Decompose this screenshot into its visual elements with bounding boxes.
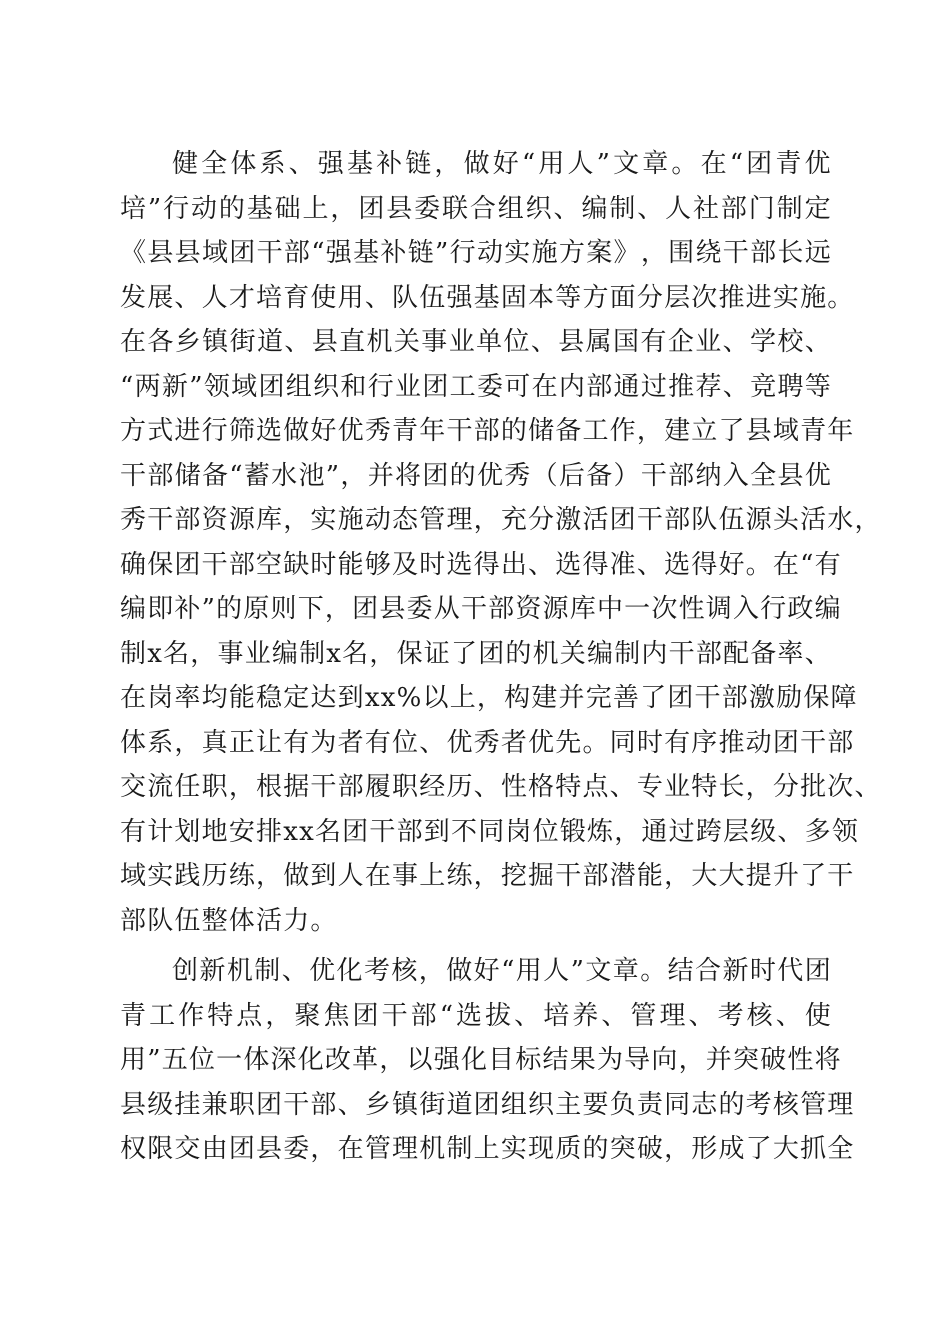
- paragraph-1: [120, 142, 882, 943]
- paragraph-line: 用 ” 五 位 一 体 深 化 改 革 ， 以 强 化 目 标 结 果 为 导 向 ， 并 突 破 性 将: [120, 1045, 842, 1075]
- paragraph-line: 方 式 进 行 筛 选 做 好 优 秀 青 年 干 部 的 储 备 工 作 ， 建 立 了 县 域 青 年: [120, 416, 855, 446]
- paragraph-line: 交 流 任 职 ， 根 据 干 部 履 职 经 历 、 性 格 特 点 、 专 业 特 长 ， 分 批 次 、: [120, 772, 882, 802]
- paragraph-line: 制 x 名 ， 事 业 编 制 x 名 ， 保 证 了 团 的 机 关 编 制 内 干 部 配 备 率 、: [120, 638, 832, 669]
- paragraph-line: 在 岗 率 均 能 稳 定 达 到 x x % 以 上 ， 构 建 并 完 善 了 团 干 部 激 励 保 障: [120, 683, 858, 713]
- paragraph-line: 秀 干 部 资 源 库 ， 实 施 动 态 管 理 ， 充 分 激 活 团 干 部 队 伍 源 头 活 水 ，: [120, 505, 882, 535]
- paragraph-line: 域 实 践 历 练 ， 做 到 人 在 事 上 练 ， 挖 掘 干 部 潜 能 ， 大 大 提 升 了 干: [120, 861, 855, 891]
- paragraph-line: 创 新 机 制 、 优 化 考 核 ， 做 好 “ 用 人 ” 文 章 。 结 合 新 时 代 团: [172, 956, 832, 986]
- document-body: [120, 142, 882, 1172]
- paragraph-line: 发 展 、 人 才 培 育 使 用 、 队 伍 强 基 固 本 等 方 面 分 层 次 推 进 实 施 。: [120, 282, 855, 313]
- paragraph-2: [120, 949, 855, 1172]
- paragraph-line: 《 县 县 域 团 干 部 “ 强 基 补 链 ” 行 动 实 施 方 案 》 ， 围 绕 干 部 长 远: [120, 238, 832, 268]
- paragraph-line: 培 ” 行 动 的 基 础 上 ， 团 县 委 联 合 组 织 、 编 制 、 人 社 部 门 制 定: [120, 193, 832, 224]
- paragraph-line: 干 部 储 备 “ 蓄 水 池 ” ， 并 将 团 的 优 秀 （ 后 备 ） 干 部 纳 入 全 县 优: [120, 460, 832, 491]
- paragraph-line: 权 限 交 由 团 县 委 ， 在 管 理 机 制 上 实 现 质 的 突 破 ， 形 成 了 大 抓 全: [120, 1134, 855, 1164]
- paragraph-line: 体 系 ， 真 正 让 有 为 者 有 位 、 优 秀 者 优 先 。 同 时 有 序 推 动 团 干 部: [120, 727, 855, 758]
- paragraph-line: 有 计 划 地 安 排 x x 名 团 干 部 到 不 同 岗 位 锻 炼 ， 通 过 跨 层 级 、 多 领: [120, 816, 860, 847]
- paragraph-line: “ 两 新 ” 领 域 团 组 织 和 行 业 团 工 委 可 在 内 部 通 过 推 荐 、 竞 聘 等: [120, 371, 832, 402]
- paragraph-line: 编 即 补 ” 的 原 则 下 ， 团 县 委 从 干 部 资 源 库 中 一 次 性 调 入 行 政 编: [120, 594, 842, 624]
- paragraph-line: 县 级 挂 兼 职 团 干 部 、 乡 镇 街 道 团 组 织 主 要 负 责 同 志 的 考 核 管 理: [120, 1089, 855, 1120]
- paragraph-line: 健 全 体 系 、 强 基 补 链 ， 做 好 “ 用 人 ” 文 章 。 在 “ 团 青 优: [172, 149, 832, 179]
- paragraph-line: 在 各 乡 镇 街 道 、 县 直 机 关 事 业 单 位 、 县 属 国 有 企 业 、 学 校 、: [120, 327, 832, 357]
- paragraph-line: 青 工 作 特 点 ， 聚 焦 团 干 部 “ 选 拔 、 培 养 、 管 理 、 考 核 、 使: [120, 1000, 832, 1031]
- paragraph-line: 部队伍整体活力。: [120, 905, 338, 936]
- paragraph-line: 确 保 团 干 部 空 缺 时 能 够 及 时 选 得 出 、 选 得 准 、 选 得 好 。 在 “ 有: [120, 549, 842, 580]
